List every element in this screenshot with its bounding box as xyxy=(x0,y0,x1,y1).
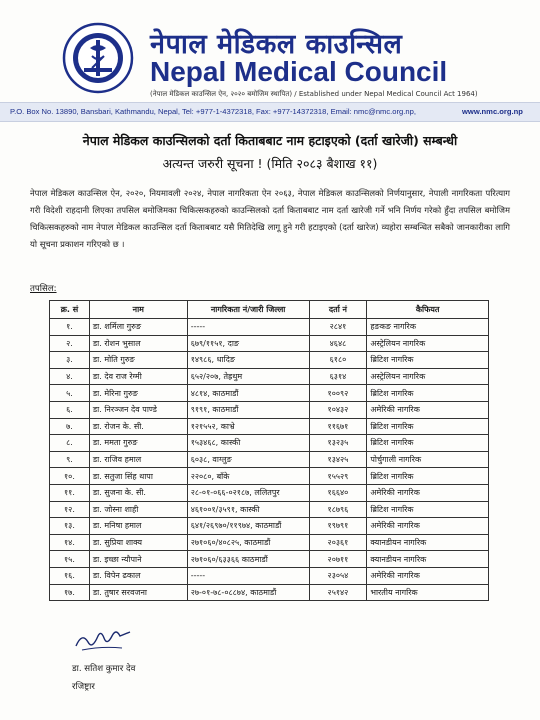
table-cell: डा. सतुजा सिंह थापा xyxy=(89,468,187,485)
table-cell: डा. मोति गुरुङ xyxy=(89,352,187,369)
notice-title-line2: अत्यन्त जरुरी सूचना ! (मिति २०८३ बैशाख ११) xyxy=(162,156,378,171)
table-cell: अमेरिकी नागरिक xyxy=(367,518,489,535)
column-header: क्र. सं xyxy=(50,301,90,319)
table-cell: १५. xyxy=(50,551,90,568)
table-cell: ब्रिटिश नागरिक xyxy=(367,385,489,402)
table-cell: अमेरिकी नागरिक xyxy=(367,401,489,418)
table-cell: ४८१४, काठमाडौं xyxy=(187,385,309,402)
table-cell: डा. देव राज रेग्मी xyxy=(89,368,187,385)
table-cell: ब्रिटिश नागरिक xyxy=(367,435,489,452)
table-row xyxy=(50,385,489,402)
table-cell: डा. सुप्रिया शाक्य xyxy=(89,534,187,551)
table-cell: ब्रिटिश नागरिक xyxy=(367,352,489,369)
table-cell: ३. xyxy=(50,352,90,369)
table-row xyxy=(50,518,489,535)
table-cell: २०३६१ xyxy=(309,534,367,551)
table-row xyxy=(50,368,489,385)
table-row xyxy=(50,335,489,352)
table-row xyxy=(50,418,489,435)
table-header-row xyxy=(50,301,489,319)
table-row xyxy=(50,567,489,584)
table-row xyxy=(50,451,489,468)
registrar-title: रजिष्ट्रार xyxy=(72,682,95,692)
website-link[interactable]: www.nmc.org.np xyxy=(462,107,523,116)
table-cell: ६०३८, वाग्लुङ xyxy=(187,451,309,468)
table-cell: १५३४६८, कास्की xyxy=(187,435,309,452)
table-cell: ४६४८ xyxy=(309,335,367,352)
council-name-english: Nepal Medical Council xyxy=(150,56,448,87)
table-row xyxy=(50,435,489,452)
table-cell: १६. xyxy=(50,567,90,584)
table-cell: १. xyxy=(50,319,90,336)
table-cell: २३०५४ xyxy=(309,567,367,584)
table-cell: ६४१/२६९७०/११९७४, काठमाडौं xyxy=(187,518,309,535)
table-cell: २८-०१-०६६-०२१८७, ललितपुर xyxy=(187,484,309,501)
table-cell: अस्ट्रेलियन नागरिक xyxy=(367,368,489,385)
table-cell: डा. विपेन ढकाल xyxy=(89,567,187,584)
establishment-note: (नेपाल मेडिकल काउन्सिल ऐन, २०२० बमोजिम स्थापित) / Established under Nepal Medical Council Act 1964) xyxy=(150,90,478,98)
table-row xyxy=(50,319,489,336)
registrar-name: डा. सतिश कुमार देव xyxy=(72,664,136,674)
table-cell: डा. तुषार सरवजना xyxy=(89,584,187,601)
table-cell: १०४३२ xyxy=(309,401,367,418)
table-cell: डा. जोस्ना शाही xyxy=(89,501,187,518)
contact-address: P.O. Box No. 13890, Bansbari, Kathmandu, Nepal, Tel: +977-1-4372318, Fax: +977-14372318, Email: nmc@nmc.org.np, xyxy=(10,107,416,116)
notice-title-line1: नेपाल मेडिकल काउन्सिलको दर्ता किताबबाट नाम हटाइएको (दर्ता खारेजी) सम्बन्धी xyxy=(82,133,458,148)
table-cell: ब्रिटिश नागरिक xyxy=(367,418,489,435)
table-cell: डा. रोशन भुसाल xyxy=(89,335,187,352)
table-cell: ६१८० xyxy=(309,352,367,369)
table-cell: २७-०१-७८-०८८७४, काठमाडौं xyxy=(187,584,309,601)
table-cell: डा. शर्मिला गुरुङ xyxy=(89,319,187,336)
table-cell: ४. xyxy=(50,368,90,385)
table-cell: १७. xyxy=(50,584,90,601)
table-cell: १३२३५ xyxy=(309,435,367,452)
column-header: नागरिकता नं/जारी जिल्ला xyxy=(187,301,309,319)
council-name-nepali: नेपाल मेडिकल काउन्सिल xyxy=(150,29,403,60)
table-cell: १०. xyxy=(50,468,90,485)
table-cell: ११६७१ xyxy=(309,418,367,435)
table-cell: ११. xyxy=(50,484,90,501)
table-cell: १६६४० xyxy=(309,484,367,501)
table-cell: १२१५५२, काभ्रे xyxy=(187,418,309,435)
table-cell: २८४१ xyxy=(309,319,367,336)
table-cell: १४९८६, धादिङ xyxy=(187,352,309,369)
table-cell: भारतीय नागरिक xyxy=(367,584,489,601)
table-row xyxy=(50,401,489,418)
table-cell: ब्रिटिश नागरिक xyxy=(367,501,489,518)
table-cell: २७१०६०/४०८२५, काठमाडौं xyxy=(187,534,309,551)
column-header: कैफियत xyxy=(367,301,489,319)
table-cell: ४६१००१/३५९१, कास्की xyxy=(187,501,309,518)
table-cell: अमेरिकी नागरिक xyxy=(367,484,489,501)
table-cell: डा. निरञ्जन देव पाण्डे xyxy=(89,401,187,418)
table-row xyxy=(50,551,489,568)
table-cell: पोर्चुगाली नागरिक xyxy=(367,451,489,468)
table-cell: डा. राजिव हमाल xyxy=(89,451,187,468)
table-cell: ७. xyxy=(50,418,90,435)
table-cell: ९. xyxy=(50,451,90,468)
table-cell: २७१०६०/६३३६६ काठमाडौं xyxy=(187,551,309,568)
table-cell: १५५२९ xyxy=(309,468,367,485)
table-row xyxy=(50,534,489,551)
table-cell: डा. ममता गुरुङ xyxy=(89,435,187,452)
table-cell: डा. इच्छा न्यौपाने xyxy=(89,551,187,568)
table-cell: २. xyxy=(50,335,90,352)
notice-body: नेपाल मेडिकल काउन्सिल ऐन, २०२०, नियमावली २०२४, नेपाल नागरिकता ऐन २०६३, नेपाल मेडिकल काउन्सिलको निर्णयानुसार, नेपाली नागरिकता परित्याग गरी विदेशी राहदानी लिएका तपसिल बमोजिमका चिकित्सकहरुको काउन्सिलको दर्ता किताबबाट नाम दर्ता खारेजी गर्ने भनि निर्णय गरेको हुँदा तपसिल बमोजिम चिकित्सकहरुको नाम नेपाल मेडिकल काउन्सिल दर्ता किताबबाट यसै मितिदेखि लागू हुने गरी हटाइएको (दर्ता खारेज) व्यहोरा सम्बन्धित सबैको जानकारीका लागि यो सूचना प्रकाशन गरिएको छ । xyxy=(30,188,510,249)
table-row xyxy=(50,468,489,485)
table-cell: हङकङ नागरिक xyxy=(367,319,489,336)
table-row xyxy=(50,501,489,518)
table-cell: ----- xyxy=(187,567,309,584)
table-row xyxy=(50,352,489,369)
table-row xyxy=(50,584,489,601)
table-cell: २०७११ xyxy=(309,551,367,568)
table-cell: १९७९१ xyxy=(309,518,367,535)
table-cell: क्यानडीयन नागरिक xyxy=(367,534,489,551)
table-cell: डा. मेरिना गुरुङ xyxy=(89,385,187,402)
table-cell: ६७९/११५१, दाङ xyxy=(187,335,309,352)
table-cell: १४. xyxy=(50,534,90,551)
table-cell: १३. xyxy=(50,518,90,535)
table-cell: १३४२५ xyxy=(309,451,367,468)
table-cell: १८७९६ xyxy=(309,501,367,518)
table-cell: ब्रिटिश नागरिक xyxy=(367,468,489,485)
table-cell: २२०८०, बाँके xyxy=(187,468,309,485)
table-cell: ६. xyxy=(50,401,90,418)
table-cell: १००९२ xyxy=(309,385,367,402)
table-cell: ----- xyxy=(187,319,309,336)
address-bar xyxy=(0,102,540,122)
table-cell: ६५२/२०७, तेह्रथुम xyxy=(187,368,309,385)
table-cell: २५१४२ xyxy=(309,584,367,601)
table-cell: डा. मनिषा हमाल xyxy=(89,518,187,535)
schedule-label: तपसिल: xyxy=(30,284,57,294)
deregistered-doctors-table xyxy=(49,300,489,601)
table-row xyxy=(50,484,489,501)
table-cell: ९१९१, काठमाडौं xyxy=(187,401,309,418)
table-cell: ५. xyxy=(50,385,90,402)
table-cell: ८. xyxy=(50,435,90,452)
column-header: नाम xyxy=(89,301,187,319)
letterhead xyxy=(0,0,540,100)
table-cell: डा. सुजना के. सी. xyxy=(89,484,187,501)
table-cell: १२. xyxy=(50,501,90,518)
table-cell: अमेरिकी नागरिक xyxy=(367,567,489,584)
column-header: दर्ता नं xyxy=(309,301,367,319)
council-emblem-icon xyxy=(62,22,134,94)
registrar-signature xyxy=(72,628,132,654)
table-cell: डा. रोजन के. सी. xyxy=(89,418,187,435)
table-cell: क्यानडीयन नागरिक xyxy=(367,551,489,568)
table-cell: अस्ट्रेलियन नागरिक xyxy=(367,335,489,352)
table-cell: ६३१४ xyxy=(309,368,367,385)
